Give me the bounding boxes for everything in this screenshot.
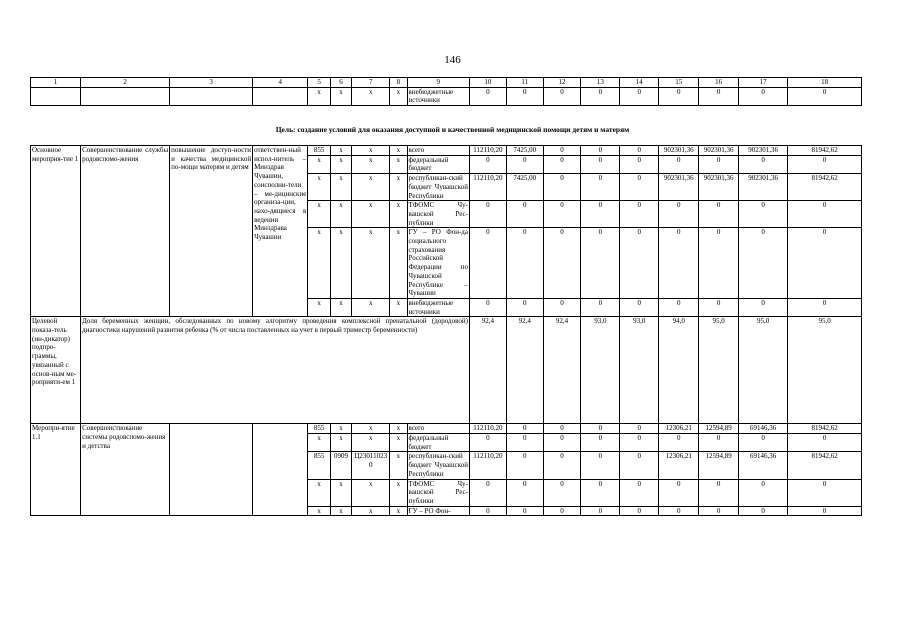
value-cell: 0 [788,87,862,105]
indicator-value-cell: 93,0 [581,317,620,424]
budget-code-cell: x [308,434,331,452]
value-cell: 0 [506,155,543,173]
budget-code-cell: x [330,146,351,156]
value-cell: 0 [506,228,543,299]
budget-code-cell: x [390,155,407,173]
indicator-row [31,317,862,424]
funding-source: всего [407,424,469,434]
column-number: 16 [699,78,739,88]
budget-code-cell: x [330,298,351,316]
funding-source: федеральный бюджет [407,434,469,452]
budget-code-cell: x [352,201,390,228]
value-cell: 0 [543,87,581,105]
value-cell: 0 [620,174,659,201]
value-cell: 902301,36 [739,146,788,156]
indicator-value-cell: 93,0 [620,317,659,424]
value-cell: 0 [739,87,788,105]
value-cell: 0 [581,228,620,299]
value-cell: 0 [659,434,699,452]
value-cell: 7425,00 [506,146,543,156]
cell: x [330,87,351,105]
budget-code-cell: 855 [308,452,331,479]
indicator-value-cell: 95,0 [699,317,739,424]
value-cell: 0 [506,298,543,316]
funding-source: ТФОМС Чу-вашской Рес-публики [408,201,468,227]
indicator-text-cell: Доля беременных женщин, обследованных по новому алгоритму проведения комплексной пренатальной (дородовой) диагностики нарушений развития ребенка (% от числа поставленных на учет в первый триместр беременности) [81,317,470,424]
budget-code-cell: x [308,228,331,299]
value-cell: 0 [788,506,862,516]
table-row [31,87,862,105]
cell [81,87,170,105]
budget-code-cell: Ц230110230 [352,452,390,479]
budget-code-cell: x [308,298,331,316]
value-cell: 0 [788,228,862,299]
value-cell: 0 [581,298,620,316]
value-cell: 0 [543,298,581,316]
budget-code-cell: x [330,201,351,228]
budget-code-cell: x [390,201,407,228]
value-cell: 0 [543,146,581,156]
value-cell: 0 [620,87,659,105]
value-cell: 0 [506,424,543,434]
funding-source: республикан-ский бюджет Чувашской Республики [408,174,468,200]
cell [170,87,253,105]
column-number: 14 [620,78,659,88]
table-header-section [30,77,862,106]
value-cell: 0 [506,87,543,105]
activity-name-cell: Совершенствование службы родовспомо-жения [81,146,170,317]
column-number: 10 [469,78,506,88]
value-cell: 0 [543,452,581,479]
value-cell: 902301,36 [699,146,739,156]
funding-source: внебюджетные источники [407,87,469,105]
column-number: 4 [253,78,308,88]
indicator-value-cell: 92,4 [543,317,581,424]
column-number: 1 [31,78,81,88]
indicator-label-cell: Целевой показа-тель (ин-дикатор) подпро-граммы, увязанный с основ-ным ме-роприяти-ем 1 [31,317,81,424]
column-number: 7 [352,78,390,88]
budget-code-cell: x [352,434,390,452]
table-row [31,424,862,434]
budget-code-cell: x [330,434,351,452]
funding-source: республикан-ский бюджет Чувашской Республики [408,452,468,478]
column-number-row [31,78,862,88]
value-cell: 0 [659,155,699,173]
budget-code-cell: x [352,298,390,316]
column-number: 12 [543,78,581,88]
value-cell: 0 [581,174,620,201]
value-cell: 0 [739,228,788,299]
budget-code-cell: x [352,228,390,299]
cell: x [390,87,407,105]
value-cell: 0 [543,424,581,434]
column-number: 8 [390,78,407,88]
value-cell: 0 [739,298,788,316]
value-cell: 0 [659,201,699,228]
value-cell: 0 [506,479,543,506]
value-cell: 0 [506,434,543,452]
value-cell: 0 [659,228,699,299]
value-cell: 0 [620,298,659,316]
value-cell: 0 [699,201,739,228]
value-cell: 0 [581,146,620,156]
value-cell: 0 [620,228,659,299]
budget-code-cell: x [352,174,390,201]
value-cell: 0 [739,434,788,452]
value-cell: 0 [620,201,659,228]
value-cell: 0 [581,201,620,228]
value-cell: 0 [620,452,659,479]
cell [31,87,81,105]
value-cell: 0 [699,298,739,316]
value-cell: 0 [659,479,699,506]
budget-code-cell: x [390,298,407,316]
value-cell: 0 [543,155,581,173]
value-cell: 0 [581,424,620,434]
indicator-value-cell: 94,0 [659,317,699,424]
budget-code-cell: x [390,146,407,156]
value-cell: 12594,89 [699,424,739,434]
budget-code-cell: x [352,506,390,516]
activity-result-cell: повышение доступ-ности и качества медицинской по-мощи матерям и детям [170,146,253,317]
value-cell: 0 [788,298,862,316]
budget-code-cell: x [330,174,351,201]
activity-executor-cell: ответствен-ный испол-нитель – Минздрав Чувашии, соисполни-тели – ме-дицинские организа-ции, нахо-дящиеся в ведении Минздрава Чувашии [253,146,308,317]
value-cell: 7425,00 [506,174,543,201]
column-number: 9 [407,78,469,88]
value-cell: 12594,89 [699,452,739,479]
value-cell: 0 [543,228,581,299]
value-cell: 0 [469,155,506,173]
table-row [31,146,862,156]
value-cell: 81942,62 [788,452,862,479]
funding-source: ГУ – РО Фон-да социального страхования Российской Федерации по Чувашской Республике – Чувашии [408,228,468,298]
budget-code-cell: x [330,155,351,173]
value-cell: 0 [699,155,739,173]
value-cell: 0 [543,479,581,506]
value-cell: 902301,36 [659,174,699,201]
value-cell: 902301,36 [739,174,788,201]
value-cell: 0 [581,87,620,105]
budget-code-cell: x [390,174,407,201]
budget-code-cell: x [352,424,390,434]
budget-code-cell: x [330,228,351,299]
funding-source: внебюджетные источники [407,298,469,316]
value-cell: 0 [543,434,581,452]
activity-executor-cell [253,424,308,516]
budget-code-cell: x [390,434,407,452]
cell: x [308,87,331,105]
budget-code-cell: x [308,479,331,506]
budget-code-cell: x [390,228,407,299]
value-cell: 0 [506,201,543,228]
cell: x [352,87,390,105]
budget-code-cell: x [308,155,331,173]
value-cell: 0 [581,452,620,479]
value-cell: 0 [788,201,862,228]
value-cell: 0 [699,506,739,516]
budget-code-cell: x [352,155,390,173]
value-cell: 0 [469,298,506,316]
value-cell: 0 [620,434,659,452]
budget-code-cell: x [330,506,351,516]
value-cell: 0 [739,479,788,506]
budget-code-cell: x [352,479,390,506]
table-body-section [30,145,862,516]
value-cell: 69146,36 [739,424,788,434]
column-number: 15 [659,78,699,88]
activity-status-cell: Меропри-ятие 1.1 [31,424,81,516]
value-cell: 0 [469,506,506,516]
budget-code-cell: x [390,506,407,516]
value-cell: 0 [543,174,581,201]
budget-code-cell: x [308,201,331,228]
value-cell: 0 [659,87,699,105]
value-cell: 0 [739,506,788,516]
value-cell: 0 [699,434,739,452]
budget-code-cell: 855 [308,146,331,156]
column-number: 5 [308,78,331,88]
value-cell: 0 [739,201,788,228]
value-cell: 69146,36 [739,452,788,479]
value-cell: 0 [699,228,739,299]
value-cell: 0 [788,155,862,173]
budget-code-cell: x [308,506,331,516]
value-cell: 0 [659,506,699,516]
column-number: 13 [581,78,620,88]
value-cell: 0 [699,479,739,506]
indicator-value-cell: 95,0 [739,317,788,424]
value-cell: 0 [620,155,659,173]
column-number: 18 [788,78,862,88]
value-cell: 112110,20 [469,424,506,434]
value-cell: 0 [469,201,506,228]
value-cell: 112110,20 [469,146,506,156]
value-cell: 0 [581,506,620,516]
budget-code-cell: x [390,452,407,479]
activity-result-cell [170,424,253,516]
value-cell: 0 [620,479,659,506]
value-cell: 81942,62 [788,424,862,434]
indicator-value-cell: 92,4 [469,317,506,424]
value-cell: 902301,36 [699,174,739,201]
value-cell: 0 [543,506,581,516]
activity-status-cell: Основное мероприя-тие 1 [31,146,81,317]
budget-code-cell: x [330,479,351,506]
value-cell: 0 [788,479,862,506]
column-number: 6 [330,78,351,88]
budget-code-cell: x [308,174,331,201]
budget-code-cell: x [390,424,407,434]
budget-code-cell: 0909 [330,452,351,479]
value-cell: 0 [469,434,506,452]
value-cell: 0 [581,155,620,173]
value-cell: 12306,21 [659,424,699,434]
indicator-value-cell: 92,4 [506,317,543,424]
value-cell: 0 [469,479,506,506]
value-cell: 0 [699,87,739,105]
value-cell: 0 [506,506,543,516]
budget-code-cell: x [352,146,390,156]
value-cell: 112110,20 [469,174,506,201]
value-cell: 0 [543,201,581,228]
budget-code-cell: x [390,479,407,506]
value-cell: 0 [620,146,659,156]
activity-name-cell: Совершенствование системы родовспомо-жения и детства [81,424,170,516]
funding-source: всего [407,146,469,156]
budget-code-cell: x [330,424,351,434]
value-cell: 0 [581,434,620,452]
budget-code-cell: 855 [308,424,331,434]
value-cell: 81942,62 [788,146,862,156]
column-number: 17 [739,78,788,88]
value-cell: 0 [788,434,862,452]
value-cell: 112110,20 [469,452,506,479]
funding-source: ТФОМС Чу-вашской Рес-публики [408,479,468,505]
value-cell: 0 [506,452,543,479]
column-number: 2 [81,78,170,88]
value-cell: 12306,21 [659,452,699,479]
value-cell: 81942,62 [788,174,862,201]
funding-source: федеральный бюджет [407,155,469,173]
value-cell: 0 [620,424,659,434]
value-cell: 0 [620,506,659,516]
column-number: 11 [506,78,543,88]
value-cell: 0 [581,479,620,506]
indicator-value-cell: 95,0 [788,317,862,424]
funding-source: ГУ – РО Фон- [407,506,469,516]
value-cell: 0 [469,228,506,299]
column-number: 3 [170,78,253,88]
value-cell: 902301,36 [659,146,699,156]
goal-heading: Цель: создание условий для оказания доступной и качественной медицинской помощи детям и матерям [275,125,630,134]
value-cell: 0 [739,155,788,173]
page-number: 146 [444,54,461,66]
value-cell: 0 [469,87,506,105]
value-cell: 0 [659,298,699,316]
cell [253,87,308,105]
